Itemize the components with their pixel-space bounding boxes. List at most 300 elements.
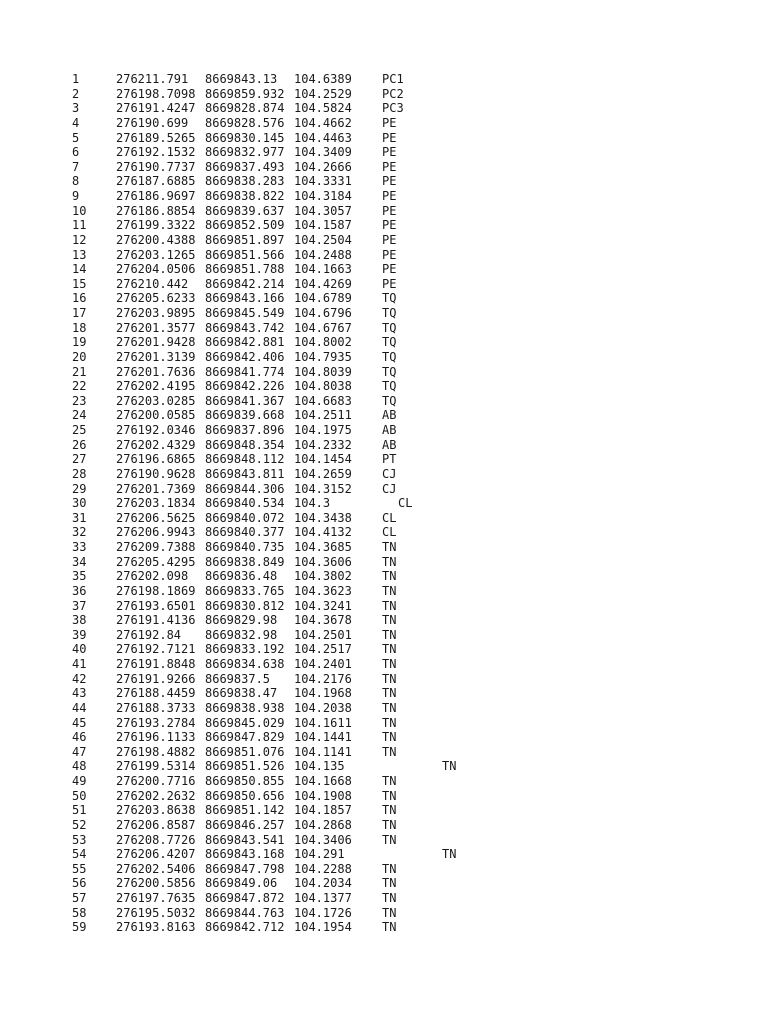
point-northing: 8669859.932 — [205, 86, 285, 101]
point-elevation: 104.2401 — [294, 657, 352, 671]
point-northing: 8669832.98 — [205, 627, 278, 642]
point-row — [72, 321, 752, 336]
point-row — [72, 745, 752, 760]
point-elevation: 104.3406 — [294, 832, 352, 847]
point-id: 8 — [72, 174, 80, 189]
point-id: 13 — [72, 247, 87, 262]
point-easting: 276206.8587 — [116, 817, 196, 832]
point-row — [72, 394, 752, 409]
point-code: PE — [382, 203, 397, 218]
point-elevation: 104.1968 — [294, 686, 352, 701]
point-row — [72, 628, 752, 643]
point-id: 4 — [72, 115, 80, 130]
point-easting: 276202.5406 — [116, 861, 196, 876]
point-code: PE — [382, 174, 397, 189]
point-row — [72, 525, 752, 540]
point-row — [72, 555, 752, 570]
point-id: 7 — [72, 159, 80, 174]
point-northing: 8669830.812 — [205, 598, 285, 613]
point-code: TN — [382, 817, 397, 832]
point-code: TN — [382, 569, 397, 584]
point-northing: 8669828.576 — [205, 115, 285, 130]
point-northing: 8669852.509 — [205, 218, 285, 233]
point-code: TN — [382, 876, 397, 891]
point-northing: 8669843.811 — [205, 466, 285, 481]
point-northing: 8669840.534 — [205, 496, 285, 511]
point-easting: 276188.3733 — [116, 700, 196, 715]
point-id: 22 — [72, 379, 87, 394]
point-elevation: 104.3623 — [294, 583, 352, 598]
point-elevation: 104.1954 — [294, 920, 352, 935]
point-id: 2 — [72, 86, 80, 101]
point-code: TN — [382, 861, 397, 876]
point-easting: 276192.0346 — [116, 423, 196, 437]
point-code: TN — [442, 759, 457, 774]
point-row — [72, 876, 752, 891]
point-elevation: 104.2511 — [294, 408, 352, 423]
point-code: PE — [382, 218, 397, 233]
point-easting: 276191.9266 — [116, 671, 196, 686]
point-elevation: 104.8039 — [294, 364, 352, 379]
point-easting: 276203.1834 — [116, 496, 196, 511]
point-code: TN — [382, 627, 397, 642]
point-elevation: 104.2332 — [294, 437, 352, 452]
point-code: TN — [382, 730, 397, 745]
point-northing: 8669837.896 — [205, 423, 285, 437]
point-row — [72, 160, 752, 175]
point-code: CL — [382, 525, 397, 540]
point-id: 38 — [72, 613, 87, 628]
point-code: PE — [382, 130, 397, 145]
point-northing: 8669842.226 — [205, 379, 285, 394]
point-row — [72, 759, 752, 774]
point-elevation: 104.3438 — [294, 510, 352, 525]
point-code: TN — [442, 847, 457, 862]
point-elevation: 104.3331 — [294, 174, 352, 189]
point-northing: 8669848.354 — [205, 437, 285, 452]
point-code: TQ — [382, 349, 397, 364]
point-row — [72, 847, 752, 862]
point-code: PE — [382, 232, 397, 247]
point-id: 23 — [72, 393, 87, 408]
point-elevation: 104.5824 — [294, 101, 352, 116]
point-row — [72, 496, 752, 511]
point-id: 48 — [72, 759, 87, 774]
point-northing: 8669843.742 — [205, 320, 285, 335]
point-code: TN — [382, 686, 397, 701]
point-easting: 276192.84 — [116, 627, 182, 642]
point-easting: 276201.3577 — [116, 320, 196, 335]
point-id: 44 — [72, 700, 87, 715]
point-northing: 8669839.637 — [205, 203, 285, 218]
point-elevation: 104.3606 — [294, 554, 352, 569]
point-northing: 8669838.822 — [205, 189, 285, 203]
point-northing: 8669846.257 — [205, 817, 285, 832]
point-code: TN — [382, 613, 397, 628]
point-easting: 276200.7716 — [116, 774, 196, 788]
point-easting: 276204.0506 — [116, 262, 196, 277]
point-code: TN — [382, 642, 397, 657]
point-row — [72, 569, 752, 584]
point-easting: 276193.2784 — [116, 715, 196, 730]
point-northing: 8669839.668 — [205, 408, 285, 423]
point-northing: 8669840.072 — [205, 510, 285, 525]
point-northing: 8669851.526 — [205, 759, 285, 774]
point-easting: 276205.4295 — [116, 554, 196, 569]
point-code: TQ — [382, 335, 397, 350]
point-code: TN — [382, 715, 397, 730]
point-id: 18 — [72, 320, 87, 335]
point-northing: 8669833.192 — [205, 642, 285, 657]
point-row — [72, 803, 752, 818]
point-elevation: 104.3057 — [294, 203, 352, 218]
point-elevation: 104.4132 — [294, 525, 352, 540]
point-id: 33 — [72, 540, 87, 554]
point-elevation: 104.291 — [294, 847, 345, 862]
point-row — [72, 204, 752, 219]
point-row — [72, 920, 752, 935]
point-northing: 8669841.367 — [205, 393, 285, 408]
point-elevation: 104.2488 — [294, 247, 352, 262]
point-elevation: 104.6789 — [294, 291, 352, 306]
point-easting: 276189.5265 — [116, 130, 196, 145]
point-elevation: 104.3409 — [294, 145, 352, 160]
point-row — [72, 116, 752, 131]
point-northing: 8669851.788 — [205, 262, 285, 277]
point-easting: 276203.1265 — [116, 247, 196, 262]
point-id: 42 — [72, 671, 87, 686]
point-id: 17 — [72, 306, 87, 320]
point-northing: 8669843.13 — [205, 72, 278, 86]
point-elevation: 104.6683 — [294, 393, 352, 408]
point-elevation: 104.6767 — [294, 320, 352, 335]
point-code: PT — [382, 452, 397, 467]
point-code: TN — [382, 598, 397, 613]
point-elevation: 104.2666 — [294, 159, 352, 174]
point-row — [72, 291, 752, 306]
point-id: 45 — [72, 715, 87, 730]
point-easting: 276203.9895 — [116, 306, 196, 320]
point-code: TN — [382, 657, 397, 671]
point-elevation: 104.1141 — [294, 744, 352, 759]
point-id: 10 — [72, 203, 87, 218]
point-row — [72, 716, 752, 731]
point-id: 5 — [72, 130, 80, 145]
point-code: TQ — [382, 320, 397, 335]
point-row — [72, 862, 752, 877]
point-id: 28 — [72, 466, 87, 481]
point-easting: 276188.4459 — [116, 686, 196, 701]
point-code: TN — [382, 744, 397, 759]
point-easting: 276192.7121 — [116, 642, 196, 657]
point-easting: 276209.7388 — [116, 540, 196, 554]
point-id: 20 — [72, 349, 87, 364]
point-easting: 276193.8163 — [116, 920, 196, 935]
point-easting: 276191.4136 — [116, 613, 196, 628]
point-row — [72, 540, 752, 555]
point-row — [72, 657, 752, 672]
point-elevation: 104.1908 — [294, 788, 352, 803]
point-easting: 276191.8848 — [116, 657, 196, 671]
point-row — [72, 233, 752, 248]
point-elevation: 104.3 — [294, 496, 331, 511]
point-row — [72, 277, 752, 292]
point-id: 16 — [72, 291, 87, 306]
point-northing: 8669833.765 — [205, 583, 285, 598]
point-row — [72, 335, 752, 350]
point-row — [72, 438, 752, 453]
point-code: PE — [382, 262, 397, 277]
point-northing: 8669850.656 — [205, 788, 285, 803]
point-code: TQ — [382, 379, 397, 394]
point-row — [72, 408, 752, 423]
point-id: 54 — [72, 847, 87, 862]
point-northing: 8669851.566 — [205, 247, 285, 262]
point-northing: 8669851.897 — [205, 232, 285, 247]
point-elevation: 104.1726 — [294, 905, 352, 920]
point-northing: 8669836.48 — [205, 569, 278, 584]
point-code: PE — [382, 145, 397, 160]
point-elevation: 104.135 — [294, 759, 345, 774]
point-id: 21 — [72, 364, 87, 379]
point-northing: 8669844.306 — [205, 481, 285, 496]
point-northing: 8669842.712 — [205, 920, 285, 935]
point-row — [72, 218, 752, 233]
point-code: TN — [382, 788, 397, 803]
point-row — [72, 262, 752, 277]
point-easting: 276205.6233 — [116, 291, 196, 306]
point-easting: 276201.7369 — [116, 481, 196, 496]
point-code: AB — [382, 423, 397, 437]
point-id: 3 — [72, 101, 80, 116]
point-code: TN — [382, 905, 397, 920]
point-id: 41 — [72, 657, 87, 671]
point-northing: 8669837.493 — [205, 159, 285, 174]
point-elevation: 104.1611 — [294, 715, 352, 730]
point-id: 29 — [72, 481, 87, 496]
point-elevation: 104.6389 — [294, 72, 352, 86]
point-easting: 276202.4329 — [116, 437, 196, 452]
point-easting: 276202.4195 — [116, 379, 196, 394]
point-elevation: 104.2868 — [294, 817, 352, 832]
point-elevation: 104.2176 — [294, 671, 352, 686]
point-elevation: 104.2504 — [294, 232, 352, 247]
point-row — [72, 686, 752, 701]
survey-points-table — [72, 72, 752, 935]
point-id: 15 — [72, 276, 87, 291]
point-code: TN — [382, 540, 397, 554]
point-easting: 276210.442 — [116, 276, 189, 291]
point-row — [72, 599, 752, 614]
point-id: 52 — [72, 817, 87, 832]
point-elevation: 104.1975 — [294, 423, 352, 437]
point-id: 12 — [72, 232, 87, 247]
point-row — [72, 248, 752, 263]
point-northing: 8669838.283 — [205, 174, 285, 189]
point-code: PE — [382, 247, 397, 262]
point-elevation: 104.2529 — [294, 86, 352, 101]
point-id: 6 — [72, 145, 80, 160]
point-easting: 276200.5856 — [116, 876, 196, 891]
point-code: PE — [382, 276, 397, 291]
point-row — [72, 774, 752, 789]
point-row — [72, 584, 752, 599]
point-easting: 276198.1869 — [116, 583, 196, 598]
point-elevation: 104.1663 — [294, 262, 352, 277]
point-row — [72, 730, 752, 745]
point-easting: 276202.2632 — [116, 788, 196, 803]
point-id: 31 — [72, 510, 87, 525]
point-id: 49 — [72, 774, 87, 788]
point-easting: 276206.4207 — [116, 847, 196, 862]
point-row — [72, 482, 752, 497]
point-id: 57 — [72, 891, 87, 905]
point-easting: 276203.8638 — [116, 803, 196, 818]
point-row — [72, 350, 752, 365]
point-easting: 276196.6865 — [116, 452, 196, 467]
point-northing: 8669830.145 — [205, 130, 285, 145]
point-code: TN — [382, 920, 397, 935]
point-northing: 8669847.829 — [205, 730, 285, 745]
point-elevation: 104.3678 — [294, 613, 352, 628]
point-id: 36 — [72, 583, 87, 598]
point-id: 43 — [72, 686, 87, 701]
point-row — [72, 174, 752, 189]
point-code: TQ — [382, 364, 397, 379]
point-row — [72, 701, 752, 716]
point-id: 59 — [72, 920, 87, 935]
point-easting: 276202.098 — [116, 569, 189, 584]
point-northing: 8669842.214 — [205, 276, 285, 291]
point-elevation: 104.1441 — [294, 730, 352, 745]
point-id: 46 — [72, 730, 87, 745]
point-row — [72, 891, 752, 906]
point-id: 30 — [72, 496, 87, 511]
point-row — [72, 613, 752, 628]
point-easting: 276186.9697 — [116, 189, 196, 203]
point-northing: 8669845.549 — [205, 306, 285, 320]
point-row — [72, 379, 752, 394]
point-row — [72, 833, 752, 848]
point-code: CL — [398, 496, 413, 511]
point-easting: 276206.9943 — [116, 525, 196, 540]
point-row — [72, 72, 752, 87]
point-id: 56 — [72, 876, 87, 891]
point-northing: 8669843.168 — [205, 847, 285, 862]
point-northing: 8669838.47 — [205, 686, 278, 701]
point-id: 51 — [72, 803, 87, 818]
point-code: TN — [382, 774, 397, 788]
point-elevation: 104.4463 — [294, 130, 352, 145]
point-easting: 276203.0285 — [116, 393, 196, 408]
point-row — [72, 818, 752, 833]
point-elevation: 104.4269 — [294, 276, 352, 291]
point-id: 11 — [72, 218, 87, 233]
point-northing: 8669837.5 — [205, 671, 271, 686]
point-id: 14 — [72, 262, 87, 277]
point-row — [72, 672, 752, 687]
point-id: 19 — [72, 335, 87, 350]
point-elevation: 104.2517 — [294, 642, 352, 657]
point-code: TN — [382, 554, 397, 569]
point-code: PC3 — [382, 101, 404, 116]
point-northing: 8669851.142 — [205, 803, 285, 818]
point-easting: 276199.3322 — [116, 218, 196, 233]
point-easting: 276193.6501 — [116, 598, 196, 613]
point-elevation: 104.2659 — [294, 466, 352, 481]
point-easting: 276187.6885 — [116, 174, 196, 189]
point-code: TN — [382, 891, 397, 905]
point-northing: 8669850.855 — [205, 774, 285, 788]
point-easting: 276211.791 — [116, 72, 189, 86]
point-elevation: 104.2288 — [294, 861, 352, 876]
point-code: TQ — [382, 393, 397, 408]
point-elevation: 104.3184 — [294, 189, 352, 203]
point-elevation: 104.3685 — [294, 540, 352, 554]
point-code: TQ — [382, 306, 397, 320]
point-row — [72, 365, 752, 380]
point-code: PE — [382, 189, 397, 203]
point-row — [72, 467, 752, 482]
point-northing: 8669848.112 — [205, 452, 285, 467]
point-northing: 8669851.076 — [205, 744, 285, 759]
point-easting: 276197.7635 — [116, 891, 196, 905]
point-northing: 8669829.98 — [205, 613, 278, 628]
point-elevation: 104.2038 — [294, 700, 352, 715]
point-northing: 8669849.06 — [205, 876, 278, 891]
point-northing: 8669834.638 — [205, 657, 285, 671]
point-id: 26 — [72, 437, 87, 452]
point-id: 50 — [72, 788, 87, 803]
point-row — [72, 306, 752, 321]
point-code: PC2 — [382, 86, 404, 101]
point-code: PE — [382, 115, 397, 130]
point-easting: 276199.5314 — [116, 759, 196, 774]
point-code: TN — [382, 803, 397, 818]
point-easting: 276200.4388 — [116, 232, 196, 247]
point-elevation: 104.6796 — [294, 306, 352, 320]
point-code: PC1 — [382, 72, 404, 86]
point-easting: 276201.9428 — [116, 335, 196, 350]
point-id: 58 — [72, 905, 87, 920]
point-id: 27 — [72, 452, 87, 467]
point-elevation: 104.3241 — [294, 598, 352, 613]
point-row — [72, 87, 752, 102]
point-elevation: 104.1377 — [294, 891, 352, 905]
point-code: TN — [382, 583, 397, 598]
point-northing: 8669841.774 — [205, 364, 285, 379]
point-elevation: 104.1587 — [294, 218, 352, 233]
point-northing: 8669843.166 — [205, 291, 285, 306]
point-elevation: 104.3802 — [294, 569, 352, 584]
point-easting: 276198.7098 — [116, 86, 196, 101]
point-easting: 276208.7726 — [116, 832, 196, 847]
point-row — [72, 906, 752, 921]
point-elevation: 104.1454 — [294, 452, 352, 467]
point-id: 24 — [72, 408, 87, 423]
point-code: TQ — [382, 291, 397, 306]
point-id: 53 — [72, 832, 87, 847]
point-elevation: 104.4662 — [294, 115, 352, 130]
point-code: TN — [382, 700, 397, 715]
point-code: TN — [382, 671, 397, 686]
point-northing: 8669845.029 — [205, 715, 285, 730]
point-code: AB — [382, 408, 397, 423]
point-elevation: 104.1857 — [294, 803, 352, 818]
point-easting: 276201.3139 — [116, 349, 196, 364]
point-easting: 276195.5032 — [116, 905, 196, 920]
point-row — [72, 131, 752, 146]
